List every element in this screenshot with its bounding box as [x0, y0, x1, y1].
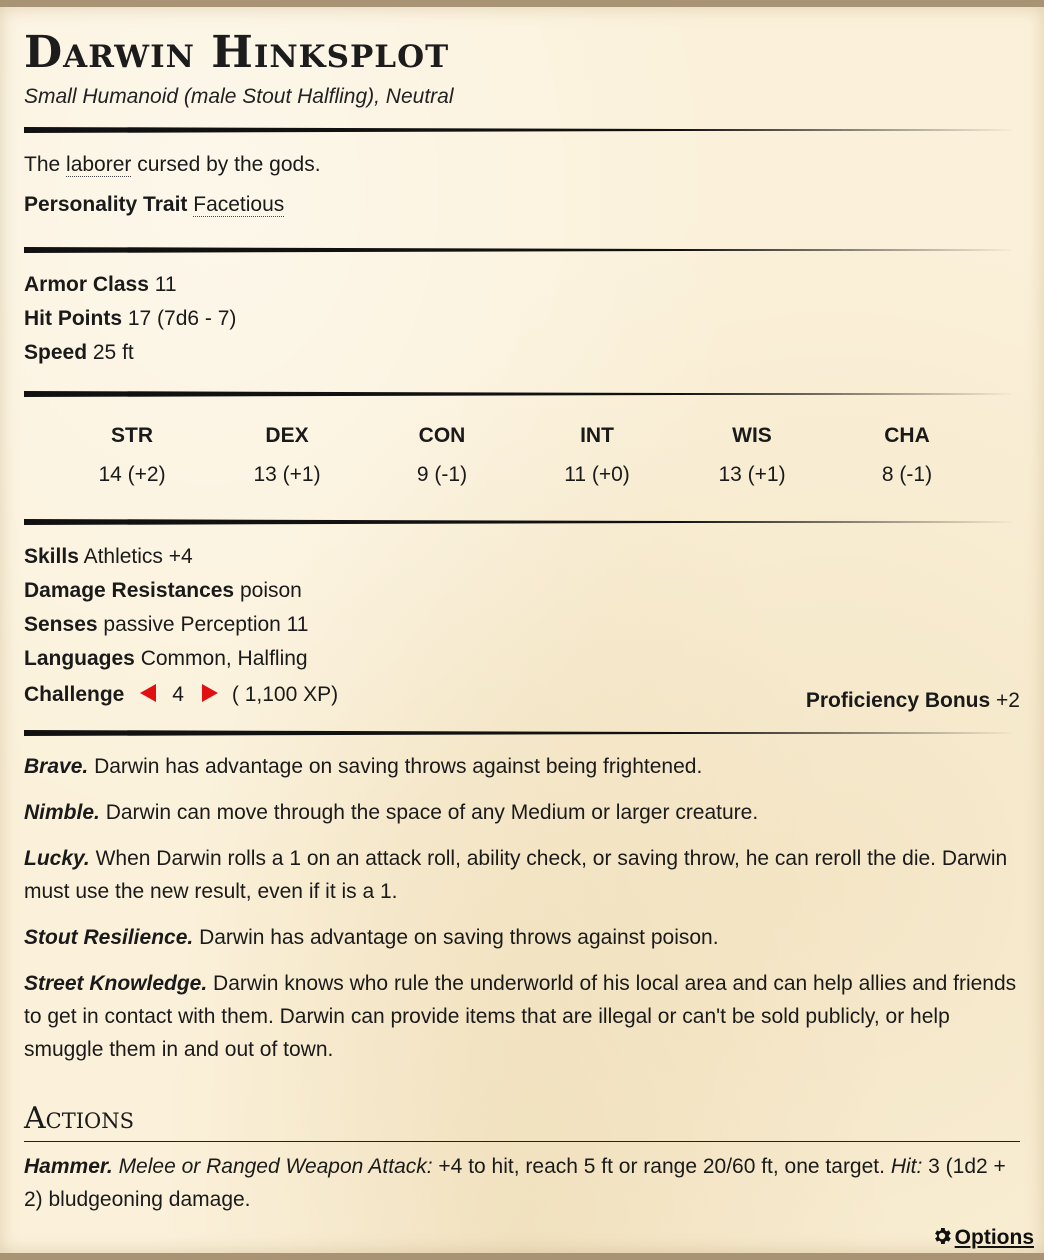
- challenge-label: Challenge: [24, 683, 125, 706]
- ability-label: DEX: [265, 424, 309, 447]
- ability-label: CON: [418, 424, 466, 447]
- creature-name: Darwin Hinksplot: [24, 27, 450, 78]
- trait-text: Darwin can move through the space of any Medium or larger creature.: [105, 801, 759, 824]
- challenge-xp: ( 1,100 XP): [231, 683, 339, 706]
- speed-label: Speed: [24, 341, 88, 364]
- proficiency-bonus: [806, 687, 1020, 715]
- armor-class-line: [24, 271, 177, 299]
- armor-class-label: Armor Class: [24, 273, 149, 296]
- hit-body: 3 (1d2 + 2) bludgeoning damage.: [24, 1155, 1006, 1211]
- actions-heading: Actions: [24, 1099, 1020, 1142]
- action-hammer: [24, 1150, 1020, 1216]
- hit-points-line: [24, 305, 236, 333]
- personality-link[interactable]: Facetious: [193, 193, 285, 216]
- ability-score: 13 (+1): [718, 463, 786, 486]
- ability-label: WIS: [732, 424, 772, 447]
- trait-lucky: [24, 842, 1020, 908]
- skills-value: Athletics +4: [83, 545, 193, 568]
- intro-rest: cursed by the gods.: [137, 153, 321, 176]
- ability-score: 8 (-1): [881, 463, 933, 486]
- divider-rule: [24, 517, 1020, 527]
- hit-points-label: Hit Points: [24, 307, 122, 330]
- damage-resistances-line: [24, 577, 302, 605]
- trait-name: Street Knowledge.: [24, 972, 208, 995]
- senses-label: Senses: [24, 613, 98, 636]
- ability-str: [62, 422, 202, 489]
- hit-label: Hit:: [890, 1155, 923, 1178]
- trait-text: Darwin has advantage on saving throws against poison.: [199, 926, 719, 949]
- divider-rule: [24, 728, 1020, 738]
- divider-rule: [24, 245, 1020, 255]
- ability-score: 9 (-1): [416, 463, 468, 486]
- senses-value: passive Perception 11: [103, 613, 309, 636]
- personality-line: [24, 191, 284, 219]
- trait-brave: [24, 750, 1020, 783]
- ability-score: 13 (+1): [253, 463, 321, 486]
- divider-rule: [24, 125, 1020, 135]
- personality-label: Personality Trait: [24, 193, 188, 216]
- ability-wis: [682, 422, 822, 489]
- trait-name: Brave.: [24, 755, 89, 778]
- intro-the: The: [24, 153, 61, 176]
- proficiency-value: +2: [996, 689, 1020, 712]
- proficiency-label: Proficiency Bonus: [805, 689, 991, 712]
- ability-int: [527, 422, 667, 489]
- damage-resistances-label: Damage Resistances: [24, 579, 235, 602]
- options-button[interactable]: [931, 1225, 1034, 1250]
- ability-con: [372, 422, 512, 489]
- languages-line: [24, 645, 308, 673]
- creature-subtitle: Small Humanoid (male Stout Halfling), Neutral: [24, 85, 454, 108]
- divider-rule: [24, 389, 1020, 399]
- languages-value: Common, Halfling: [140, 647, 308, 670]
- options-label[interactable]: Options: [954, 1226, 1034, 1249]
- ability-label: CHA: [884, 424, 930, 447]
- armor-class-value: 11: [154, 273, 177, 296]
- intro-line: [24, 151, 321, 179]
- ability-score: 14 (+2): [98, 463, 166, 486]
- trait-text: When Darwin rolls a 1 on an attack roll, ability check, or saving throw, he can reroll the die. Darwin must use the new result, even if it is a 1.: [24, 847, 1008, 903]
- attack-body: +4 to hit, reach 5 ft or range 20/60 ft, one target.: [438, 1155, 885, 1178]
- ability-score: 11 (+0): [564, 463, 630, 486]
- occupation-link[interactable]: laborer: [66, 153, 132, 176]
- trait-text: Darwin has advantage on saving throws against being frightened.: [94, 755, 703, 778]
- gear-icon: [931, 1225, 953, 1247]
- ability-cha: [837, 422, 977, 489]
- trait-street-knowledge: [24, 967, 1020, 1066]
- trait-name: Lucky.: [24, 847, 90, 870]
- action-name: Hammer.: [24, 1155, 113, 1178]
- senses-line: [24, 611, 308, 639]
- skills-line: [24, 543, 193, 571]
- trait-name: Stout Resilience.: [24, 926, 194, 949]
- challenge-increase-icon[interactable]: [202, 684, 218, 702]
- hit-points-value: 17 (7d6 - 7): [127, 307, 237, 330]
- trait-nimble: [24, 796, 1020, 829]
- ability-dex: [217, 422, 357, 489]
- speed-line: [24, 339, 134, 367]
- attack-type: Melee or Ranged Weapon Attack:: [118, 1155, 433, 1178]
- trait-name: Nimble.: [24, 801, 100, 824]
- stat-block-sheet: [0, 7, 1044, 1253]
- trait-stout-resilience: [24, 921, 1020, 954]
- ability-label: INT: [580, 424, 614, 447]
- ability-label: STR: [111, 424, 153, 447]
- speed-value: 25 ft: [92, 341, 134, 364]
- skills-label: Skills: [24, 545, 79, 568]
- challenge-line: [24, 681, 338, 709]
- damage-resistances-value: poison: [239, 579, 302, 602]
- trait-text: Darwin knows who rule the underworld of his local area and can help allies and friends to get in contact with them. Darwin can provide items that are illegal or can't be sold publicly, or help smuggle them in and out of town.: [24, 972, 1017, 1061]
- challenge-value: 4: [172, 683, 184, 706]
- languages-label: Languages: [24, 647, 135, 670]
- challenge-decrease-icon[interactable]: [140, 684, 156, 702]
